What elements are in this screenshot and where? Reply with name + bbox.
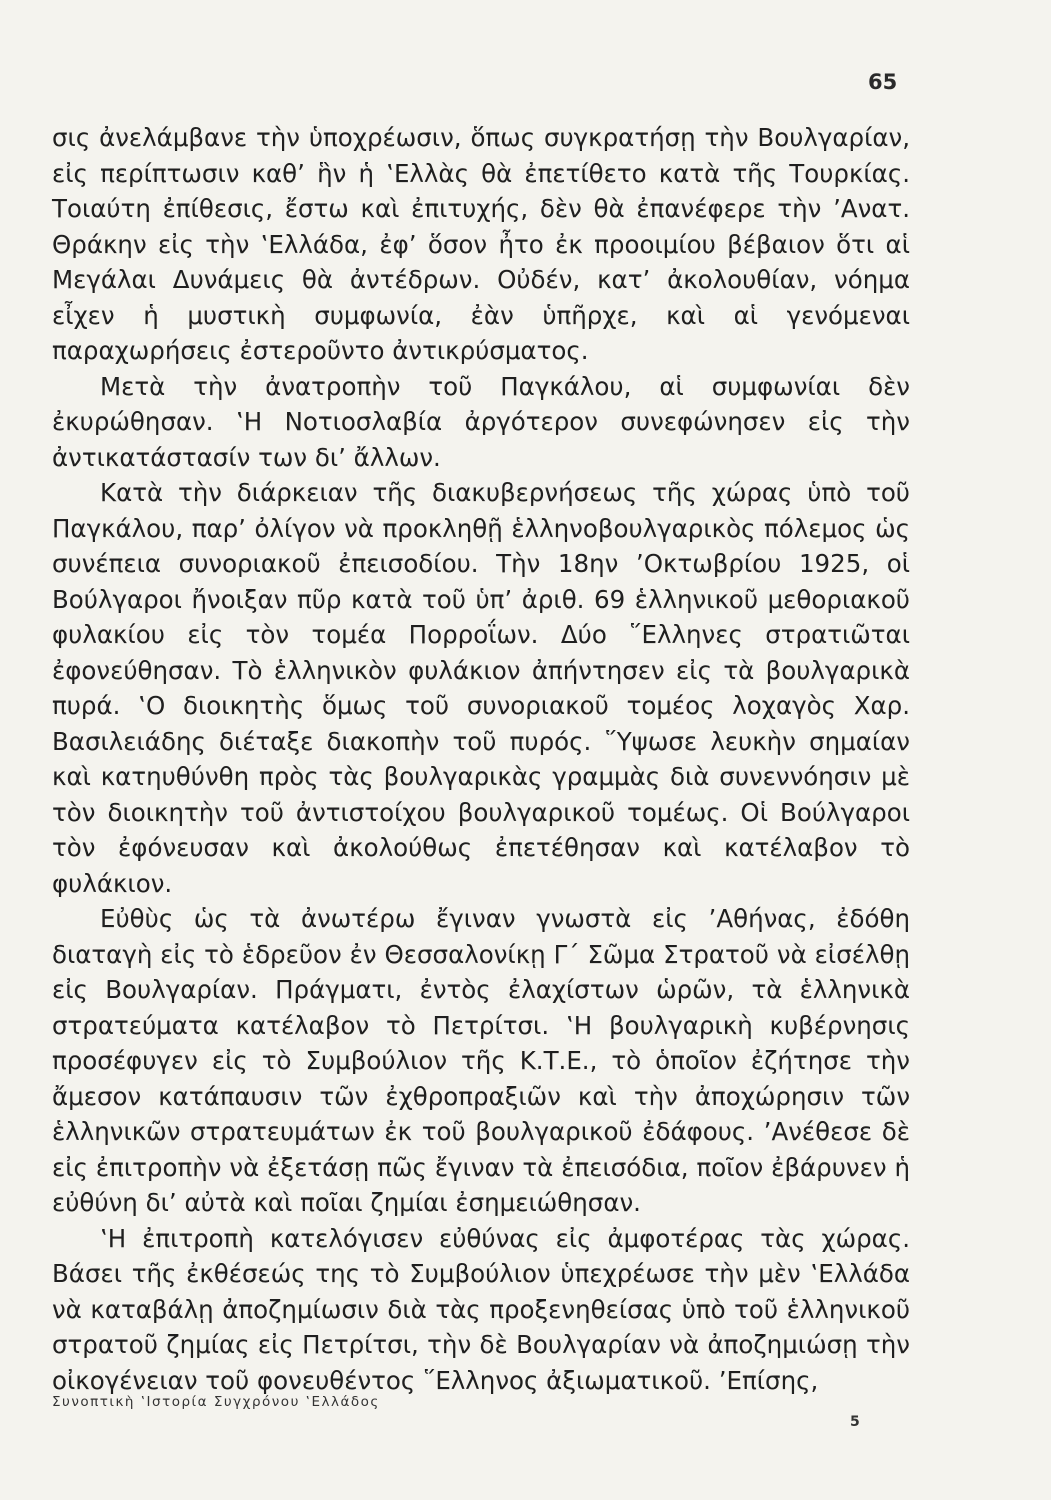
paragraph-2: Μετὰ τὴν ἀνατροπὴν τοῦ Παγκάλου, αἱ συμφωνίαι δὲν ἐκυρώθησαν. ‛Η Νοτιοσλαβία ἀργότερον συνεφώνησεν εἰς τὴν ἀντικατάστασίν των δι’ ἄλλων. [52, 371, 910, 472]
page-number: 65 [868, 70, 898, 94]
footer-book-title: Συνοπτικὴ ‛Ιστορία Συγχρόνου ‛Ελλάδος [52, 1394, 380, 1410]
paragraph-3: Κατὰ τὴν διάρκειαν τῆς διακυβερνήσεως τῆς χώρας ὑπὸ τοῦ Παγκάλου, παρ’ ὀλίγον νὰ προκληθῇ ἑλληνοβουλγαρικὸς πόλεμος ὡς συνέπεια συνοριακοῦ ἐπεισοδίου. Τὴν 18ην ’Οκτωβρίου 1925, οἱ Βούλγαροι ἤνοιξαν πῦρ κατὰ τοῦ ὑπ’ ἀριθ. 69 ἑλληνικοῦ μεθοριακοῦ φυλακίου εἰς τὸν τομέα Πορροΐων. Δύο ῞Ελληνες στρατιῶται ἐφονεύθησαν. Τὸ ἑλληνικὸν φυλάκιον ἀπήντησεν εἰς τὰ βουλγαρικὰ πυρά. ‛Ο διοικητὴς ὅμως τοῦ συνοριακοῦ τομέος λοχαγὸς Χαρ. Βασιλειάδης διέταξε διακοπὴν τοῦ πυρός. ῞Υψωσε λευκὴν σημαίαν καὶ κατηυθύνθη πρὸς τὰς βουλγαρικὰς γραμμὰς διὰ συνεννόησιν μὲ τὸν διοικητὴν τοῦ ἀντιστοίχου βουλγαρικοῦ τομέως. Οἱ Βούλγαροι τὸν ἐφόνευσαν καὶ ἀκολούθως ἐπετέθησαν καὶ κατέλαβον τὸ φυλάκιον. [52, 478, 910, 898]
footer-signature-mark: 5 [850, 1414, 860, 1430]
paragraph-5: ‛Η ἐπιτροπὴ κατελόγισεν εὐθύνας εἰς ἀμφοτέρας τὰς χώρας. Βάσει τῆς ἐκθέσεώς της τὸ Συμβούλιον ὑπεχρέωσε τὴν μὲν ‛Ελλάδα νὰ καταβάλῃ ἀποζημίωσιν διὰ τὰς προξενηθείσας ὑπὸ τοῦ ἑλληνικοῦ στρατοῦ ζημίας εἰς Πετρίτσι, τὴν δὲ Βουλγαρίαν νὰ ἀποζημιώσῃ τὴν οἰκογένειαν τοῦ φονευθέντος ῞Ελληνος ἀξιωματικοῦ. ’Επίσης, [52, 1223, 910, 1395]
paragraph-1: σις ἀνελάμβανε τὴν ὑποχρέωσιν, ὅπως συγκρατήσῃ τὴν Βουλγαρίαν, εἰς περίπτωσιν καθ’ ἣν ἡ ‛Ελλὰς θὰ ἐπετίθετο κατὰ τῆς Τουρκίας. Τοιαύτη ἐπίθεσις, ἔστω καὶ ἐπιτυχής, δὲν θὰ ἐπανέφερε τὴν ’Ανατ. Θράκην εἰς τὴν ‛Ελλάδα, ἐφ’ ὅσον ἦτο ἐκ προοιμίου βέβαιον ὅτι αἱ Μεγάλαι Δυνάμεις θὰ ἀντέδρων. Οὐδέν, κατ’ ἀκολουθίαν, νόημα εἶχεν ἡ μυστικὴ συμφωνία, ἐὰν ὑπῆρχε, καὶ αἱ γενόμεναι παραχωρήσεις ἐστεροῦντο ἀντικρύσματος. [52, 123, 910, 365]
body-text [52, 120, 910, 1398]
paragraph-4: Εὐθὺς ὡς τὰ ἀνωτέρω ἔγιναν γνωστὰ εἰς ’Αθήνας, ἐδόθη διαταγὴ εἰς τὸ ἑδρεῦον ἐν Θεσσαλονίκῃ Γ΄ Σῶμα Στρατοῦ νὰ εἰσέλθῃ εἰς Βουλγαρίαν. Πράγματι, ἐντὸς ἐλαχίστων ὡρῶν, τὰ ἑλληνικὰ στρατεύματα κατέλαβον τὸ Πετρίτσι. ‛Η βουλγαρικὴ κυβέρνησις προσέφυγεν εἰς τὸ Συμβούλιον τῆς Κ.Τ.Ε., τὸ ὁποῖον ἐζήτησε τὴν ἄμεσον κατάπαυσιν τῶν ἐχθροπραξιῶν καὶ τὴν ἀποχώρησιν τῶν ἑλληνικῶν στρατευμάτων ἐκ τοῦ βουλγαρικοῦ ἐδάφους. ’Ανέθεσε δὲ εἰς ἐπιτροπὴν νὰ ἐξετάσῃ πῶς ἔγιναν τὰ ἐπεισόδια, ποῖον ἐβάρυνεν ἡ εὐθύνη δι’ αὐτὰ καὶ ποῖαι ζημίαι ἐσημειώθησαν. [52, 904, 910, 1217]
